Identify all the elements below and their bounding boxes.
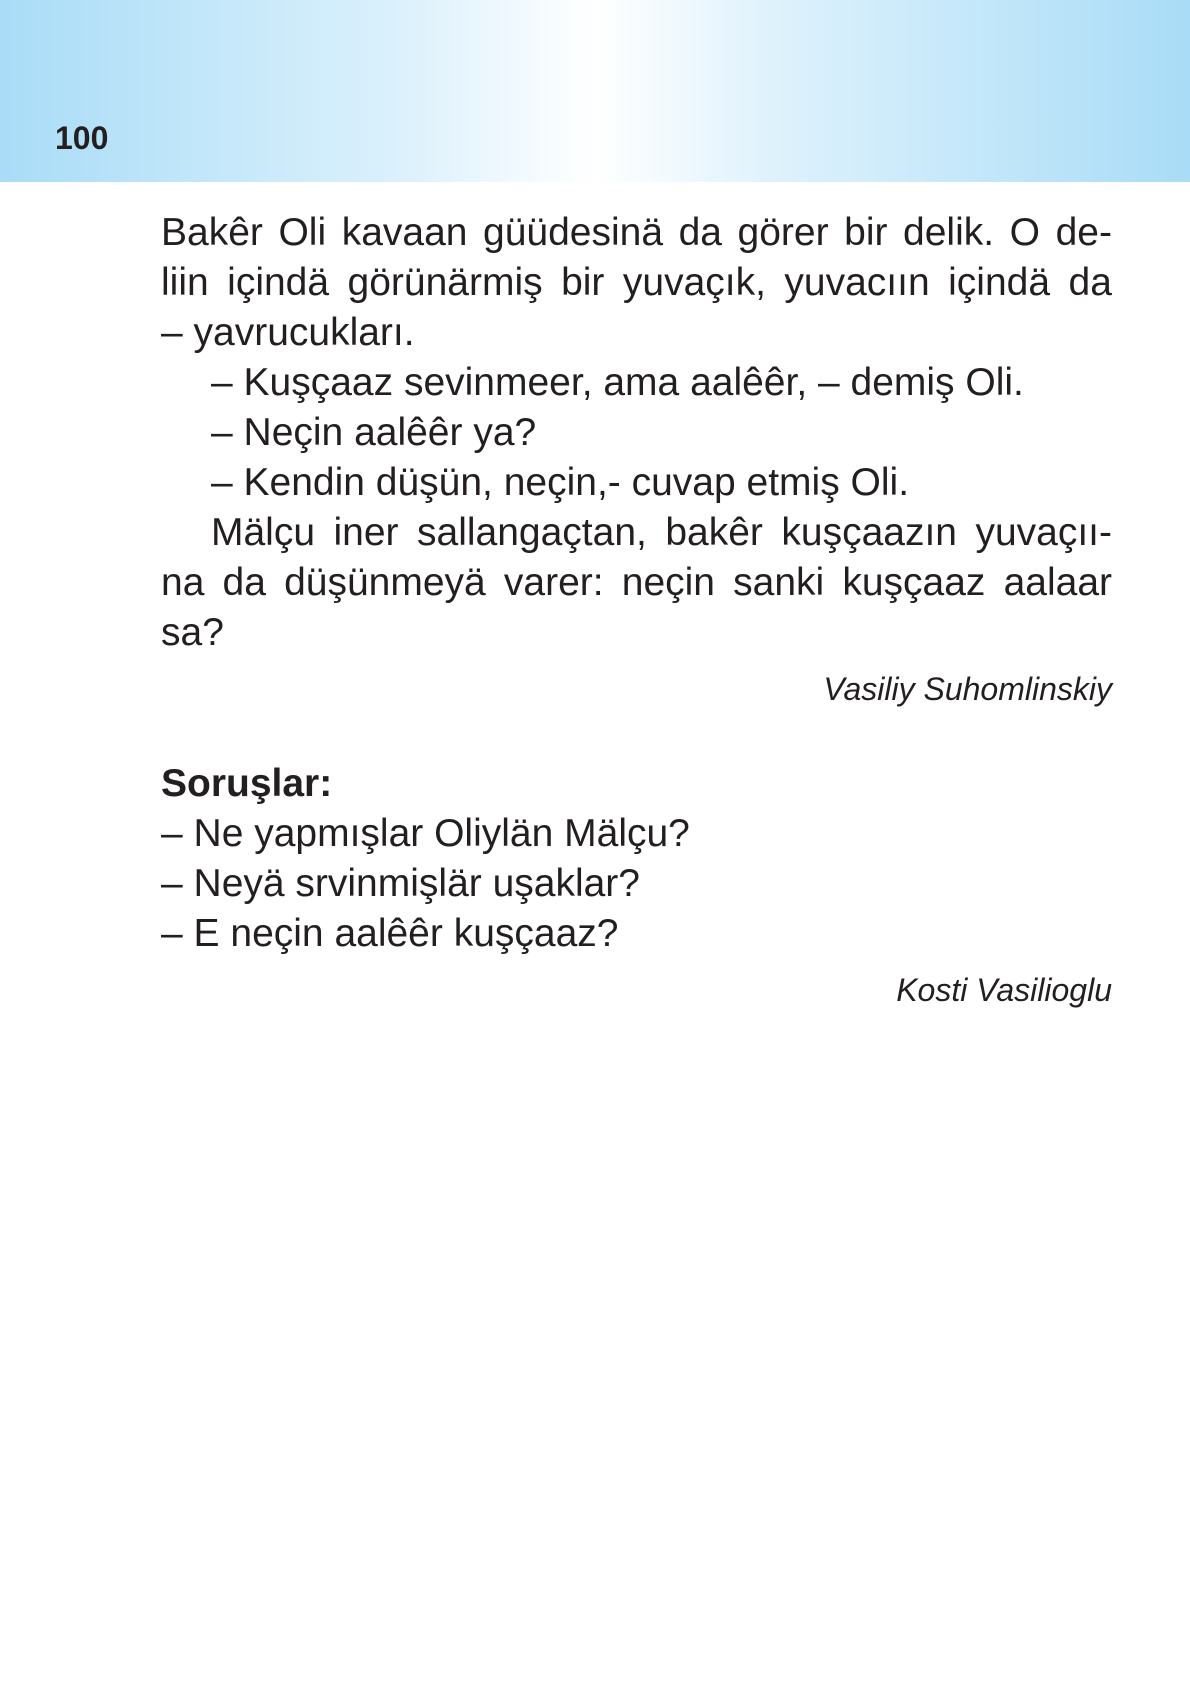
word: bir (844, 211, 888, 254)
question-item: – Ne yapmışlar Oliylän Mälçu? (161, 812, 690, 855)
word: düşünmeyä (284, 561, 486, 604)
page-number: 100 (55, 120, 109, 156)
word: görünärmiş (347, 261, 543, 304)
word: da (1068, 261, 1112, 304)
story-line (161, 208, 1112, 258)
word: kuşçaaz (842, 561, 986, 604)
question-item: – Neyä srvinmişlär uşaklar? (161, 862, 640, 905)
word: de- (1055, 211, 1112, 254)
dialogue-line: – Neçin aalêêr ya? (211, 411, 537, 454)
word: yuvacıın (784, 261, 930, 304)
word: Oli (278, 211, 327, 254)
dialogue-line: – Kuşçaaz sevinmeer, ama aalêêr, – demiş Oli. (211, 361, 1024, 404)
word: bakêr (665, 511, 763, 554)
word: Bakêr (161, 211, 263, 254)
story-line: – yavrucukları. (161, 311, 415, 354)
story-line: sa? (161, 611, 224, 654)
question-item: – E neçin aalêêr kuşçaaz? (161, 912, 619, 955)
word: varer: (503, 561, 604, 604)
word: iner (333, 511, 399, 554)
word: güüdesinä (483, 211, 664, 254)
dialogue-line: – Kendin düşün, neçin,- cuvap etmiş Oli. (211, 461, 910, 504)
word: içindä (948, 261, 1051, 304)
questions-author: Kosti Vasilioglu (896, 972, 1112, 1008)
word: da (678, 211, 722, 254)
word: sanki (733, 561, 825, 604)
word: kavaan (341, 211, 468, 254)
word: sallangaçtan, (417, 511, 647, 554)
header-band (0, 0, 1190, 182)
word: görer (737, 211, 829, 254)
word: bir (561, 261, 605, 304)
story-line (161, 258, 1112, 308)
word: Mälçu (211, 511, 316, 554)
word: aalaar (1003, 561, 1112, 604)
word: O (1009, 211, 1040, 254)
word: da (222, 561, 266, 604)
story-author: Vasiliy Suhomlinskiy (823, 671, 1112, 707)
word: kuşçaazın (781, 511, 957, 554)
story-line (161, 558, 1112, 608)
word: içindä (227, 261, 330, 304)
word: yuvaçık, (622, 261, 766, 304)
word: neçin (621, 561, 715, 604)
word: delik. (903, 211, 995, 254)
word: liin (161, 261, 209, 304)
questions-title: Soruşlar: (161, 762, 333, 805)
story-line (211, 508, 1112, 558)
word: na (161, 561, 205, 604)
word: yuvaçıı- (975, 511, 1112, 554)
